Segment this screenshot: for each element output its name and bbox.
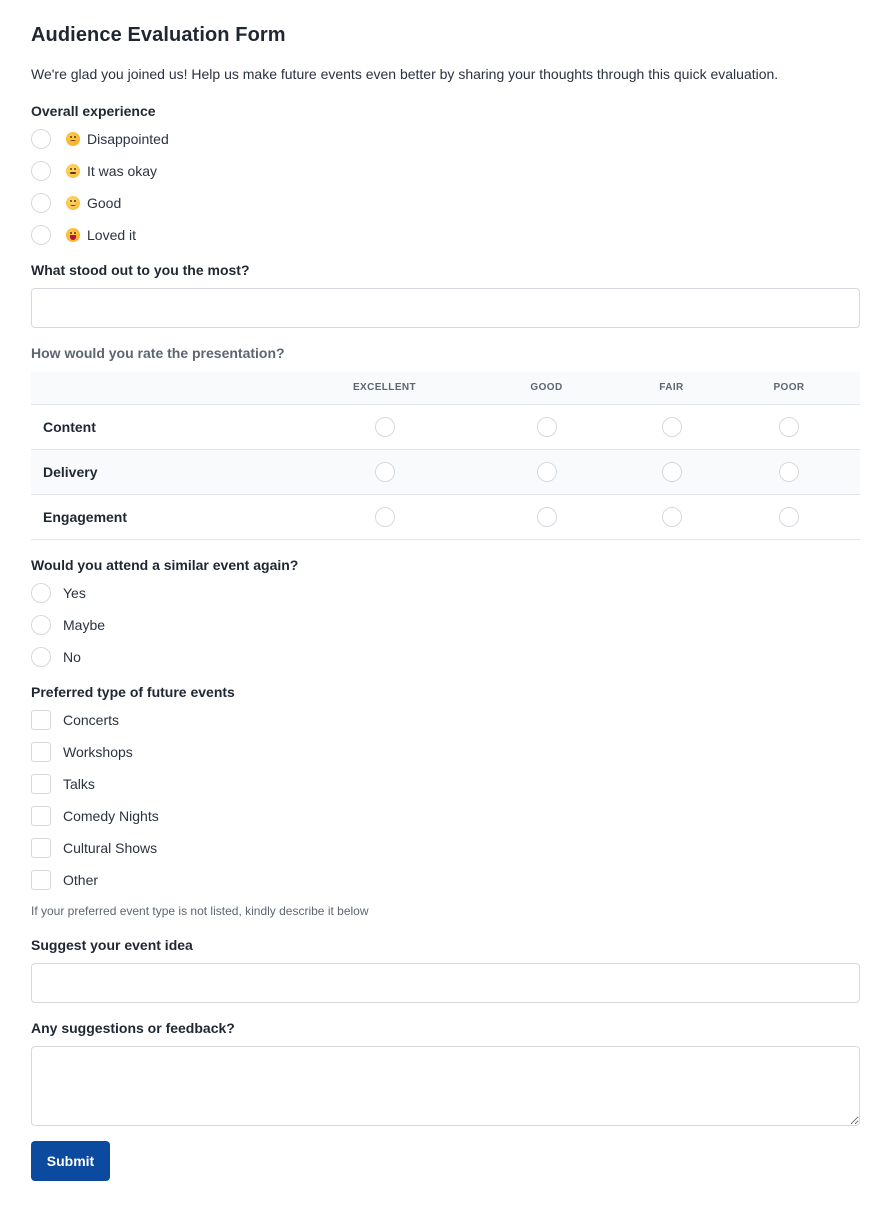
radio-button[interactable] [31, 193, 51, 213]
checkbox[interactable] [31, 838, 51, 858]
option-label: Comedy Nights [63, 808, 159, 824]
content-excellent-radio[interactable] [375, 417, 395, 437]
feedback-label: Any suggestions or feedback? [31, 1020, 235, 1036]
checkbox[interactable] [31, 710, 51, 730]
event-idea-input[interactable] [31, 963, 860, 1003]
option-label: Concerts [63, 712, 120, 728]
checkbox[interactable] [31, 774, 51, 794]
delivery-fair-radio[interactable] [662, 462, 682, 482]
overall-option-loved-it[interactable] [31, 224, 136, 246]
attend-option-no[interactable] [31, 646, 81, 668]
option-label: No [63, 649, 81, 665]
overall-option-disappointed[interactable] [31, 128, 169, 150]
grinning-face-icon [66, 228, 80, 242]
delivery-good-radio[interactable] [537, 462, 557, 482]
option-label: Loved it [87, 227, 137, 243]
radio-button[interactable] [31, 129, 51, 149]
radio-button[interactable] [31, 583, 51, 603]
engagement-excellent-radio[interactable] [375, 507, 395, 527]
event-type-hint: If your preferred event type is not listed, kindly describe it below [31, 904, 369, 918]
attend-option-yes[interactable] [31, 582, 86, 604]
form-intro: We're glad you joined us! Help us make future events even better by sharing your thoughts through this quick evaluation. [31, 66, 779, 82]
event-types-label: Preferred type of future events [31, 684, 235, 700]
option-label: Other [63, 872, 99, 888]
overall-option-good[interactable] [31, 192, 121, 214]
checkbox[interactable] [31, 742, 51, 762]
option-label: Cultural Shows [63, 840, 158, 856]
checkbox[interactable] [31, 806, 51, 826]
option-label: Maybe [63, 617, 106, 633]
content-poor-radio[interactable] [779, 417, 799, 437]
event-type-talks[interactable] [31, 773, 95, 795]
radio-button[interactable] [31, 615, 51, 635]
matrix-corner-header [31, 372, 301, 404]
feedback-textarea[interactable] [31, 1046, 860, 1126]
event-type-cultural-shows[interactable] [31, 837, 157, 859]
content-fair-radio[interactable] [662, 417, 682, 437]
event-type-comedy-nights[interactable] [31, 805, 159, 827]
delivery-poor-radio[interactable] [779, 462, 799, 482]
neutral-face-icon [66, 164, 80, 178]
matrix-row-content [31, 404, 860, 449]
attend-again-label: Would you attend a similar event again? [31, 557, 299, 573]
form-title: Audience Evaluation Form [31, 24, 286, 46]
event-type-workshops[interactable] [31, 741, 133, 763]
radio-button[interactable] [31, 225, 51, 245]
attend-option-maybe[interactable] [31, 614, 105, 636]
content-good-radio[interactable] [537, 417, 557, 437]
presentation-rating-label: How would you rate the presentation? [31, 345, 285, 361]
submit-button[interactable]: Submit [31, 1141, 110, 1181]
option-label: Good [87, 195, 122, 211]
standout-label: What stood out to you the most? [31, 262, 250, 278]
engagement-fair-radio[interactable] [662, 507, 682, 527]
overall-option-okay[interactable] [31, 160, 157, 182]
smiling-face-icon [66, 196, 80, 210]
row-label-content: Content [31, 404, 301, 449]
radio-button[interactable] [31, 647, 51, 667]
matrix-row-engagement [31, 494, 860, 539]
standout-input[interactable] [31, 288, 860, 328]
event-idea-label: Suggest your event idea [31, 937, 193, 953]
event-type-concerts[interactable] [31, 709, 119, 731]
presentation-rating-matrix [31, 372, 860, 540]
option-label: Workshops [63, 744, 133, 760]
column-header-poor: POOR [718, 372, 860, 404]
column-header-good: GOOD [468, 372, 625, 404]
engagement-poor-radio[interactable] [779, 507, 799, 527]
delivery-excellent-radio[interactable] [375, 462, 395, 482]
overall-experience-label: Overall experience [31, 103, 156, 119]
option-label: Talks [63, 776, 95, 792]
column-header-fair: FAIR [625, 372, 718, 404]
disappointed-face-icon [66, 132, 80, 146]
radio-button[interactable] [31, 161, 51, 181]
matrix-row-delivery [31, 449, 860, 494]
option-label: Disappointed [87, 131, 169, 147]
column-header-excellent: EXCELLENT [301, 372, 468, 404]
row-label-delivery: Delivery [31, 449, 301, 494]
option-label: It was okay [87, 163, 158, 179]
event-type-other[interactable] [31, 869, 98, 891]
checkbox[interactable] [31, 870, 51, 890]
row-label-engagement: Engagement [31, 494, 301, 539]
engagement-good-radio[interactable] [537, 507, 557, 527]
option-label: Yes [63, 585, 86, 601]
